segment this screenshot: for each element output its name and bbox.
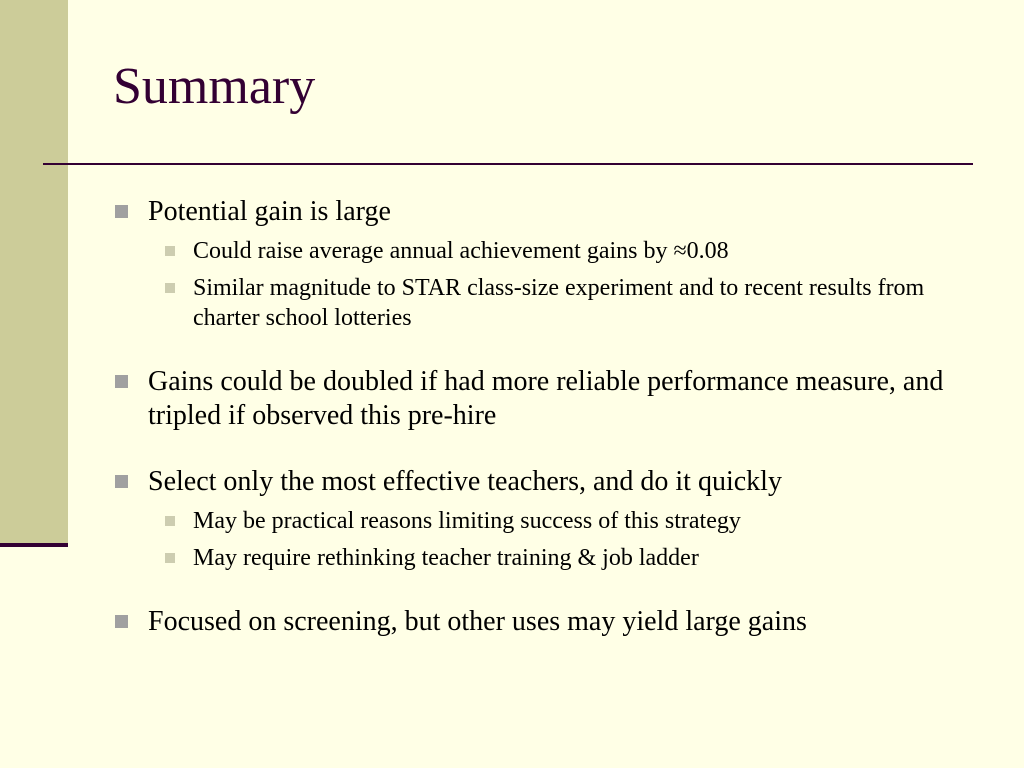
sub-bullet-text: May require rethinking teacher training & job ladder: [193, 545, 699, 571]
bullet-list: [113, 195, 973, 639]
square-bullet-icon: [165, 553, 175, 563]
title-divider: [43, 163, 973, 165]
bullet-item: [113, 195, 973, 229]
bullet-text: Select only the most effective teachers, and do it quickly: [148, 466, 782, 497]
bullet-item: [113, 605, 973, 639]
sub-bullet-item: [113, 506, 973, 536]
square-bullet-icon: [115, 375, 128, 388]
square-bullet-icon: [165, 246, 175, 256]
slide-title: Summary: [113, 58, 316, 115]
left-accent-band: [0, 0, 68, 544]
sub-bullet-item: [113, 236, 973, 266]
square-bullet-icon: [165, 283, 175, 293]
square-bullet-icon: [115, 615, 128, 628]
left-band-divider: [0, 543, 68, 547]
bullet-text: Focused on screening, but other uses may yield large gains: [148, 606, 807, 637]
sub-bullet-text: Could raise average annual achievement gains by ≈0.08: [193, 238, 729, 264]
sub-bullet-item: [113, 273, 973, 333]
bullet-text: Gains could be doubled if had more reliable performance measure, and tripled if observed this pre-hire: [148, 366, 944, 431]
bullet-item: [113, 465, 973, 499]
sub-bullet-text: Similar magnitude to STAR class-size experiment and to recent results from charter school lotteries: [193, 275, 925, 331]
square-bullet-icon: [165, 516, 175, 526]
square-bullet-icon: [115, 205, 128, 218]
sub-bullet-item: [113, 543, 973, 573]
bullet-item: [113, 365, 973, 433]
square-bullet-icon: [115, 475, 128, 488]
sub-bullet-text: May be practical reasons limiting success of this strategy: [193, 508, 741, 534]
bullet-text: Potential gain is large: [148, 196, 391, 227]
